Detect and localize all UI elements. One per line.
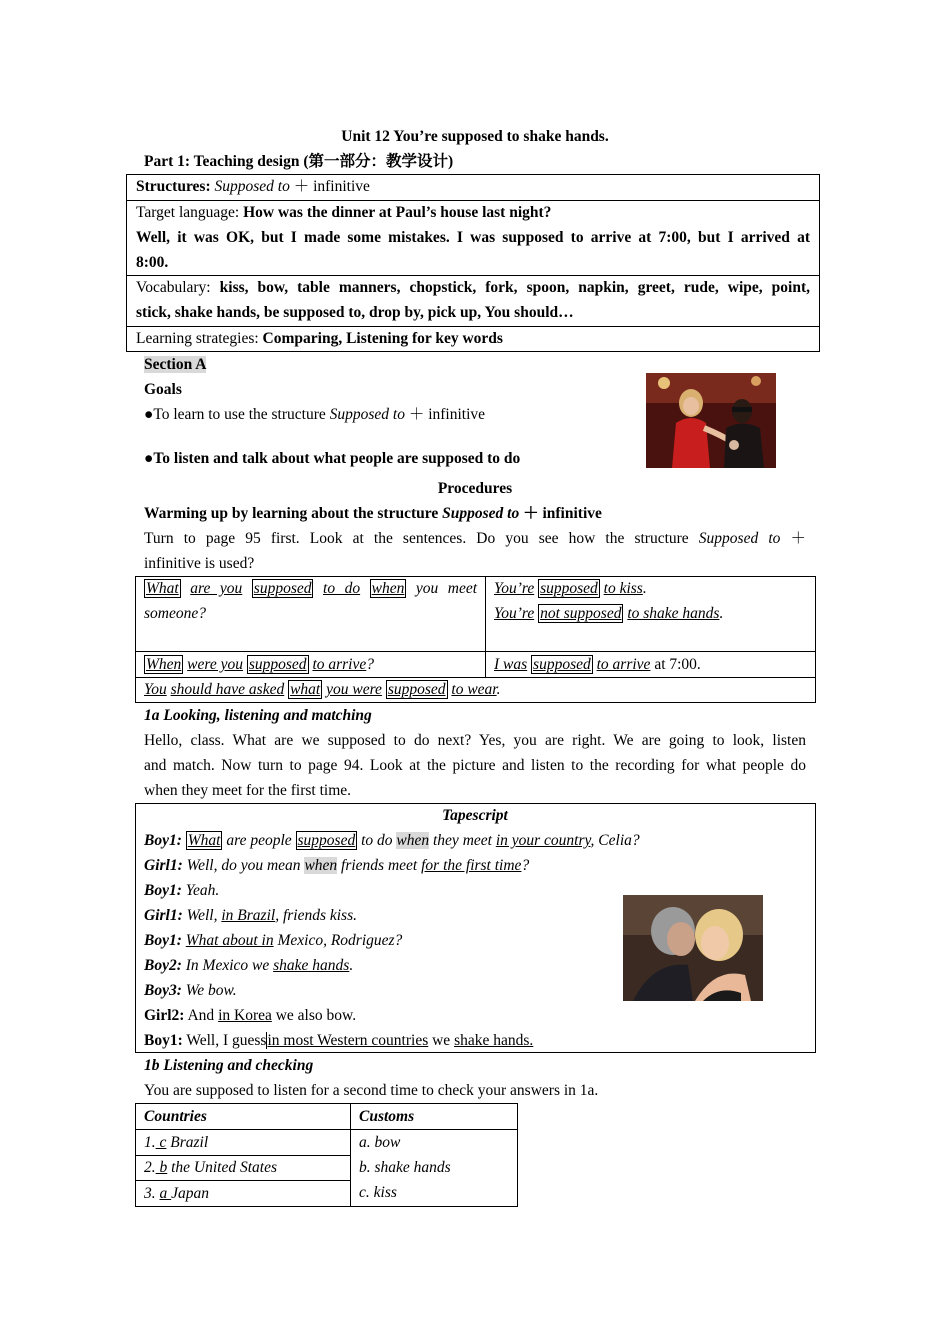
s1a-line2: and match. Now turn to page 94. Look at the picture and listen to the recording for what people do: [144, 757, 806, 774]
tapescript-line-3: Boy1: Yeah.: [144, 882, 220, 899]
goal-2: ●To listen and talk about what people are supposed to do: [144, 450, 521, 467]
tapescript-line-2: Girl1: Well, do you mean when friends meet for the first time?: [144, 857, 530, 874]
target-answer-line1: Well, it was OK, but I made some mistakes. I was supposed to arrive at 7:00, but I arrived at: [136, 229, 810, 246]
matching-custom-2: b. shake hands: [359, 1159, 451, 1176]
struct-r2c1: When were you supposed to arrive?: [146, 656, 374, 673]
s1a-line3: when they meet for the first time.: [144, 782, 352, 799]
turn-to-page-line2: infinitive is used?: [144, 555, 255, 572]
target-answer-line2: 8:00.: [136, 254, 169, 271]
tapescript-line-4: Girl1: Well, in Brazil, friends kiss.: [144, 907, 357, 924]
greeting-photo-illustration: [646, 373, 776, 468]
target-language-row: Target language: How was the dinner at Paul’s house last night?: [136, 204, 552, 221]
section-a-heading: Section A: [144, 356, 207, 373]
matching-custom-1: a. bow: [359, 1134, 401, 1151]
structures-row: Structures: Supposed to ＋ infinitive: [136, 178, 370, 195]
vocabulary-line1: Vocabulary: kiss, bow, table manners, chopstick, fork, spoon, napkin, greet, rude, wipe, point,: [136, 279, 810, 296]
s1a-line1: Hello, class. What are we supposed to do next? Yes, you are right. We are going to look, listen: [144, 732, 806, 749]
struct-r1c2-line2: You’re not supposed to shake hands.: [494, 605, 724, 622]
turn-to-page-line1: Turn to page 95 first. Look at the sentences. Do you see how the structure Supposed to ＋: [144, 530, 806, 547]
tapescript-line-9: Boy1: Well, I guessin most Western countries we shake hands.: [144, 1032, 534, 1049]
procedures-heading: Procedures: [437, 480, 513, 497]
s1b-text: You are supposed to listen for a second time to check your answers in 1a.: [144, 1082, 599, 1099]
struct-r1c1-line1: What are you supposed to do when you meet: [146, 580, 478, 597]
tapescript-line-6: Boy2: In Mexico we shake hands.: [144, 957, 354, 974]
greeting-photo: [646, 373, 776, 468]
matching-header-countries: Countries: [144, 1108, 207, 1125]
matching-header-customs: Customs: [359, 1108, 415, 1125]
warming-up-heading: Warming up by learning about the structure Supposed to ＋ infinitive: [144, 505, 602, 522]
tapescript-title: Tapescript: [442, 807, 508, 824]
goals-heading: Goals: [144, 381, 182, 398]
struct-r1c2-line1: You’re supposed to kiss.: [494, 580, 647, 597]
struct-r1c1-line2: someone?: [144, 605, 206, 622]
page-title: Unit 12 You’re supposed to shake hands.: [341, 128, 609, 145]
matching-country-2: 2. b the United States: [144, 1159, 278, 1176]
matching-custom-3: c. kiss: [359, 1184, 397, 1201]
tapescript-line-7: Boy3: We bow.: [144, 982, 237, 999]
kiss-greeting-photo: [623, 895, 763, 1001]
strategies-row: Learning strategies: Comparing, Listening for key words: [136, 330, 503, 347]
struct-r3: You should have asked what you were supposed to wear.: [144, 681, 501, 698]
vocabulary-line2: stick, shake hands, be supposed to, drop by, pick up, You should…: [136, 304, 574, 321]
tapescript-line-1: Boy1: What are people supposed to do when they meet in your country, Celia?: [144, 832, 640, 849]
tapescript-line-8: Girl2: And in Korea we also bow.: [144, 1007, 357, 1024]
part1-heading: Part 1: Teaching design (第一部分：教学设计): [144, 153, 454, 170]
matching-country-1: 1. c Brazil: [144, 1134, 209, 1151]
tapescript-line-5: Boy1: What about in Mexico, Rodriguez?: [144, 932, 403, 949]
matching-country-3: 3. a Japan: [144, 1185, 210, 1202]
kiss-greeting-photo-illustration: [623, 895, 763, 1001]
struct-r2c2: I was supposed to arrive at 7:00.: [494, 656, 701, 673]
goal-1: ●To learn to use the structure Supposed to ＋ infinitive: [144, 406, 486, 423]
s1b-heading: 1b Listening and checking: [144, 1057, 314, 1074]
s1a-heading: 1a Looking, listening and matching: [144, 707, 372, 724]
